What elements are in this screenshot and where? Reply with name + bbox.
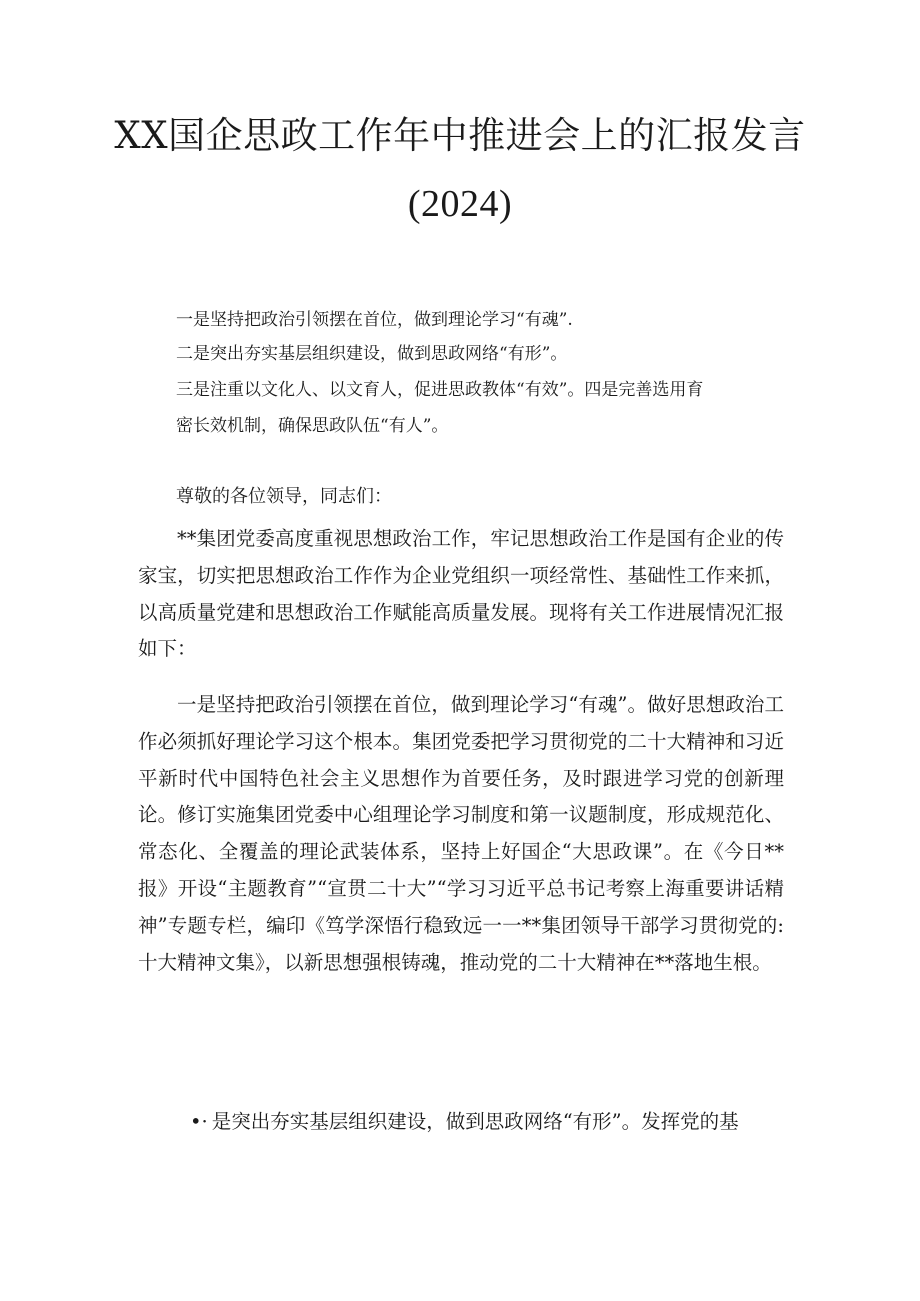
summary-line: 二是突出夯实基层组织建设，做到思政网络“有形”。 (176, 344, 568, 364)
document-title: XX国企思政工作年中推进会上的汇报发言 (114, 114, 806, 157)
paragraph-text: 是突出夯实基层组织建设，做到思政网络“有形”。发挥党的基 (211, 1110, 739, 1133)
body-paragraph-partial (190, 1108, 739, 1136)
list-marker: •· (190, 1110, 208, 1133)
summary-line: 一是坚持把政治引领摆在首位，做到理论学习“有魂”. (176, 310, 573, 330)
summary-line: 三是注重以文化人、以文育人，促进思政教体“有效”。四是完善选用育 (176, 380, 704, 400)
document-title-year: (2024) (407, 183, 513, 225)
greeting: 尊敬的各位领导，同志们： (176, 486, 392, 507)
body-paragraph: 一是坚持把政治引领摆在首位，做到理论学习“有魂”。做好思想政治工作必须抓好理论学习这个根本。集团党委把学习贯彻党的二十大精神和习近平新时代中国特色社会主义思想作为首要任务，及时跟进学习党的创新理论。修订实施集团党委中心组理论学习制度和第一议题制度，形成规范化、常态化、全覆盖的理论武装体系，坚持上好国企“大思政课”。在《今日**报》开设“主题教育”“宣贯二十大”“学习习近平总书记考察上海重要讲话精神”专题专栏，编印《笃学深悟行稳致远一一**集团领导干部学习贯彻党的:十大精神文集》，以新思想强根铸魂，推动党的二十大精神在**落地生根。 (138, 693, 784, 974)
summary-line: 密长效机制，确保思政队伍“有人”。 (176, 416, 449, 436)
body-paragraph: **集团党委高度重视思想政治工作，牢记思想政治工作是国有企业的传家宝，切实把思想政治工作作为企业党组织一项经常性、基础性工作来抓，以高质量党建和思想政治工作赋能高质量发展。现将有关工作进展情况汇报如下： (138, 527, 784, 661)
